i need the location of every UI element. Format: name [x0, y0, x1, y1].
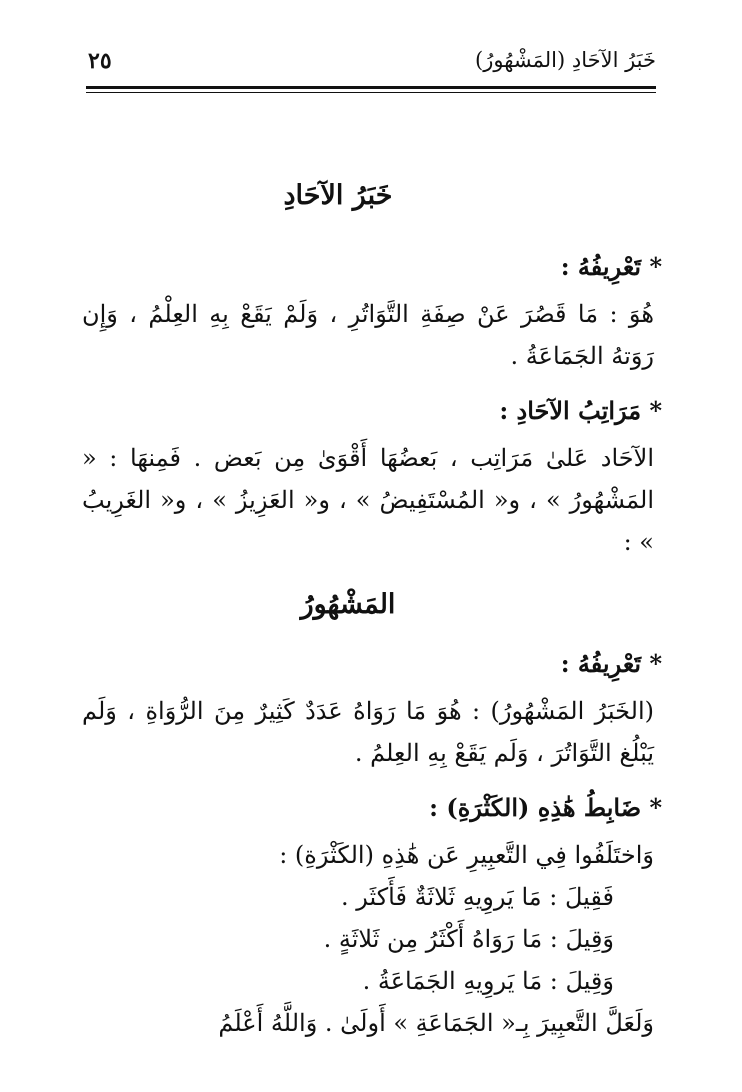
- opinion-line: وَقِيلَ : مَا رَوَاهُ أَكْثَرُ مِن ثَلاثَةٍ .: [323, 925, 614, 953]
- ranks-text: الآحَاد عَلىٰ مَرَاتِب ، بَعضُهَا أَقْوَىٰ مِن بَعض . فَمِنهَا : « المَشْهُورُ » ، و« المُسْتَفِيضُ » ، و« العَزِيزُ » ، و« الغَرِيبُ » :: [82, 444, 654, 556]
- definition-text: هُوَ : مَا قَصُرَ عَنْ صِفَةِ التَّوَاتُرِ ، وَلَمْ يَقَعْ بِهِ العِلْمُ ، وَإِن رَوَتهُ الجَمَاعَةُ .: [82, 300, 654, 370]
- section-title-ahad: خَبَرُ الآحَادِ: [283, 180, 393, 211]
- ranks-heading: * مَرَاتِبُ الآحَادِ :: [499, 396, 662, 425]
- page-body: [82, 180, 662, 1044]
- mashhur-definition-text: (الخَبَرُ المَشْهُورُ) : هُوَ مَا رَوَاهُ عَدَدٌ كَثِيرٌ مِنَ الرُّوَاةِ ، وَلَم يَبْلُغ التَّوَاتُرَ ، وَلَم يَقَعْ بِهِ العِلمُ .: [82, 697, 654, 767]
- header-rule-thin: [86, 92, 656, 93]
- running-header: [86, 48, 656, 78]
- criterion-intro: وَاختَلَفُوا فِي التَّعبِيرِ عَن هَٰذِهِ (الكَثْرَةِ) :: [279, 841, 654, 869]
- header-rule-thick: [86, 86, 656, 89]
- conclusion-line: وَلَعَلَّ التَّعبِيرَ بِـ« الجَمَاعَةِ » أَولَىٰ . وَاللَّهُ أَعْلَمُ: [218, 1009, 654, 1037]
- page-number: ٢٥: [88, 48, 112, 74]
- running-title: خَبَرُ الآحَادِ (المَشْهُورُ): [475, 48, 656, 72]
- opinion-line: وَقِيلَ : مَا يَروِيهِ الجَمَاعَةُ .: [362, 967, 614, 995]
- mashhur-definition-heading: * تَعْرِيفُهُ :: [560, 649, 662, 678]
- section-title-mashhur: المَشْهُورُ: [300, 589, 396, 620]
- opinion-line: فَقِيلَ : مَا يَروِيهِ ثَلاثَةٌ فَأَكثَر .: [341, 883, 614, 911]
- criterion-heading: * ضَابِطُ هَٰذِهِ (الكَثْرَةِ) :: [429, 793, 662, 822]
- definition-heading: * تَعْرِيفُهُ :: [560, 252, 662, 281]
